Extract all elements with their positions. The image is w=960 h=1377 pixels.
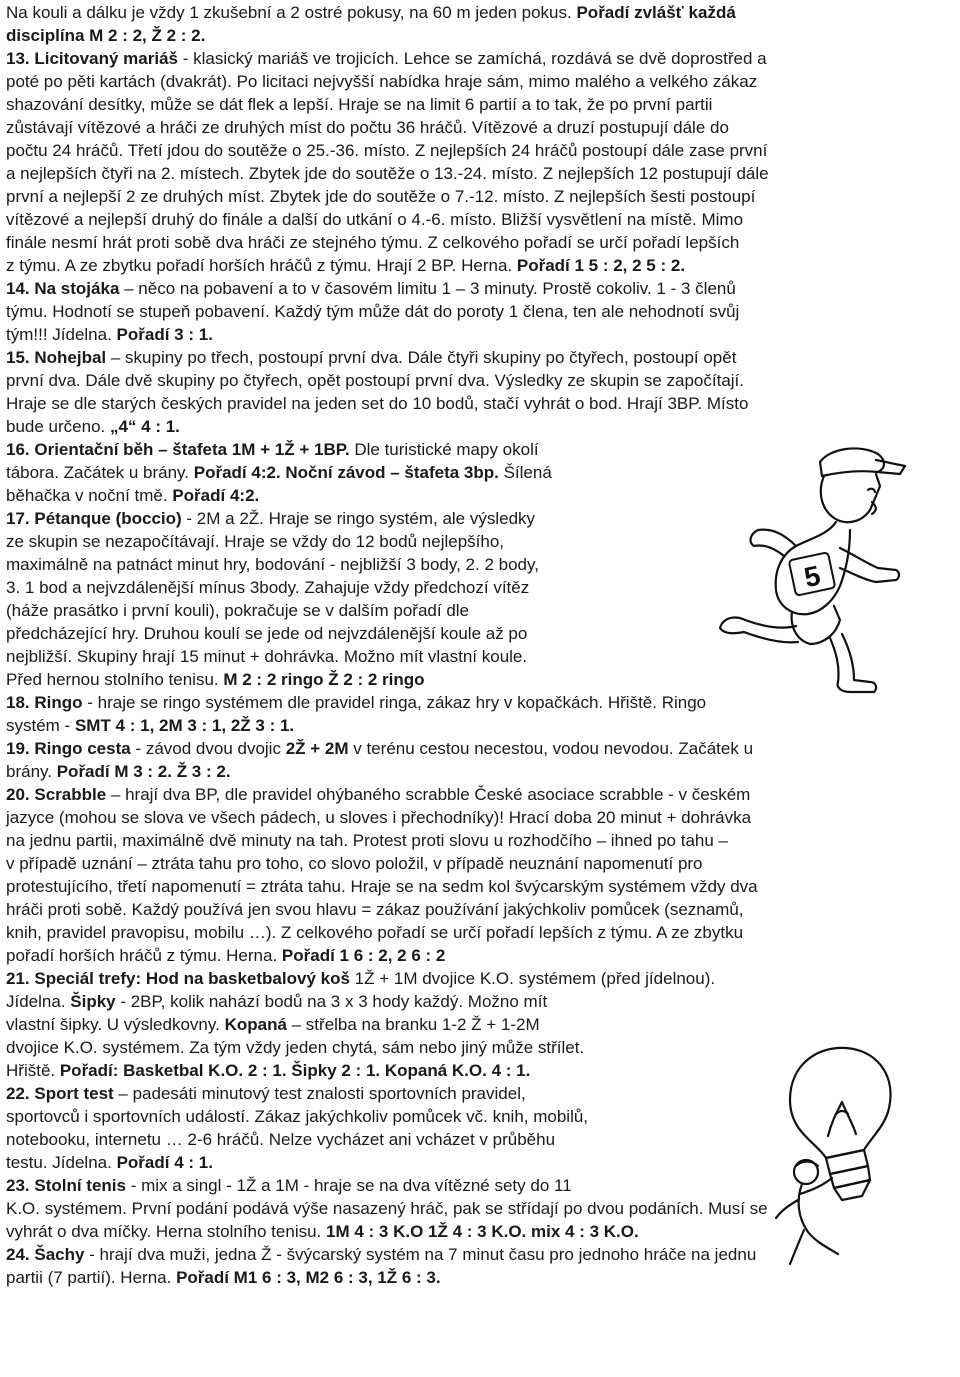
text-run: - hraje se ringo systémem dle pravidel ringa, zákaz hry v kopačkách. Hřiště. Ringo [82, 693, 707, 712]
text-run: finále nesmí hrát proti sobě dva hráči ze stejného týmu. Z celkového pořadí se určí pořadí lepších [6, 233, 740, 252]
text-line [6, 1, 736, 24]
text-line [6, 1220, 639, 1243]
text-line [6, 691, 706, 714]
text-run: - závod dvou dvojic [130, 739, 286, 758]
text-run: zůstávají vítězové a hráči ze druhých míst do počtu 36 hráčů. Vítězové a druzí postupují dále do [6, 118, 729, 137]
text-run: - 2BP, kolik nahází bodů na 3 x 3 hody každý. Možno mít [115, 992, 548, 1011]
text-run: v terénu cestou necestou, vodou nevodou. Začátek u [348, 739, 754, 758]
bold-run: Pořadí 4 : 1. [116, 1153, 213, 1172]
bold-run: „4“ 4 : 1. [109, 417, 180, 436]
text-run: 3. 1 bod a nejvzdálenější mínus 3body. Zahajuje vždy předchozí vítěz [6, 578, 530, 597]
text-line [6, 93, 712, 116]
text-line [6, 1197, 768, 1220]
text-run: tábora. Začátek u brány. [6, 463, 194, 482]
text-run: běhačka v noční tmě. [6, 486, 173, 505]
text-run: maximálně na patnáct minut hry, bodování - nejbližší 3 body, 2. 2 body, [6, 555, 539, 574]
text-run: hráči proti sobě. Každý používá jen svou hlavu = zákaz používání jakýchkoliv pomůcek (seznamů, [6, 900, 744, 919]
text-line [6, 415, 180, 438]
text-line [6, 70, 757, 93]
bold-run: Pořadí: Basketbal K.O. 2 : 1. Šipky 2 : 1. Kopaná K.O. 4 : 1. [59, 1061, 531, 1080]
text-line [6, 1151, 213, 1174]
text-line [6, 530, 504, 553]
text-line [6, 553, 539, 576]
text-line [6, 668, 425, 691]
text-line [6, 1174, 572, 1197]
text-line [6, 1036, 584, 1059]
lightbulb-illustration [742, 1040, 952, 1270]
text-run: bude určeno. [6, 417, 110, 436]
text-line [6, 875, 758, 898]
text-run: shazování desítky, může se dát flek a lepší. Hraje se na limit 6 partií a to tak, že po první partii [6, 95, 713, 114]
text-run: Hřiště. [6, 1061, 60, 1080]
text-line [6, 300, 739, 323]
text-line [6, 622, 527, 645]
text-run: nejbližší. Skupiny hrají 15 minut + dohrávka. Možno mít vlastní koule. [6, 647, 528, 666]
text-run: knih, pravidel pravopisu, mobilu …). Z celkového pořadí se určí pořadí lepších z týmu. A ze zbytku [6, 923, 744, 942]
text-line [6, 277, 736, 300]
bold-run: Pořadí M1 6 : 3, M2 6 : 3, 1Ž 6 : 3. [176, 1268, 441, 1287]
bold-run: M 2 : 2 ringo Ž 2 : 2 ringo [223, 670, 425, 689]
text-line [6, 737, 753, 760]
text-run: Jídelna. [6, 992, 71, 1011]
bold-run: Kopaná [224, 1015, 287, 1034]
text-line [6, 24, 205, 47]
text-run: K.O. systémem. První podání podává výše nasazený hráč, pak se střídají po dvou podáních. Musí se [6, 1199, 768, 1218]
text-run: počtu 24 hráčů. Třetí jdou do soutěže o 25.-36. místo. Z nejlepších 24 hráčů postoupí dále zase první [6, 141, 768, 160]
text-run: poté po pěti kartách (dvakrát). Po licitaci nejvyšší nabídka hraje sám, mimo malého a velkého zákaz [6, 72, 758, 91]
text-run: pořadí horších hráčů z týmu. Herna. [6, 946, 282, 965]
text-run: - mix a singl - 1Ž a 1M - hraje se na dva vítězné sety do 11 [125, 1176, 572, 1195]
text-line [6, 990, 547, 1013]
text-line [6, 783, 750, 806]
text-line [6, 1082, 526, 1105]
text-run: předcházející hry. Druhou koulí se jede od nejvzdálenější koule až po [6, 624, 528, 643]
text-run: Dle turistické mapy okolí [349, 440, 539, 459]
bold-run: 23. Stolní tenis [6, 1176, 126, 1195]
text-line [6, 1105, 588, 1128]
text-line [6, 967, 715, 990]
text-line [6, 1243, 756, 1266]
text-line [6, 599, 469, 622]
text-line [6, 484, 259, 507]
text-run: a nejlepších čtyři na 2. místech. Zbytek jde do soutěže o 13.-24. místo. Z nejlepších 12 postupují dále [6, 164, 769, 183]
text-line [6, 392, 748, 415]
text-run: – skupiny po třech, postoupí první dva. Dále čtyři skupiny po čtyřech, postoupí opět [106, 348, 737, 367]
text-line [6, 852, 703, 875]
text-run: – střelba na branku 1-2 Ž + 1-2M [286, 1015, 540, 1034]
text-line [6, 116, 729, 139]
text-line [6, 507, 535, 530]
text-line [6, 1128, 555, 1151]
bold-run: 13. Licitovaný mariáš [6, 49, 178, 68]
text-line [6, 944, 445, 967]
text-line [6, 254, 685, 277]
text-run: ze skupin se nezapočítávají. Hraje se vždy do 12 bodů nejlepšího, [6, 532, 505, 551]
text-line [6, 806, 751, 829]
text-run: jazyce (mohou se slova ve všech pádech, u sloves i přechodníky)! Hrací doba 20 minut + dohrávka [6, 808, 752, 827]
text-run: notebooku, internetu … 2-6 hráčů. Nelze vycházet ani vcházet v průběhu [6, 1130, 556, 1149]
text-line [6, 760, 231, 783]
runner-bib-number: 5 [801, 559, 824, 594]
text-line [6, 1013, 540, 1036]
text-run: brány. [6, 762, 57, 781]
text-run: Před hernou stolního tenisu. [6, 670, 224, 689]
runner-illustration [700, 430, 960, 700]
bold-run: Pořadí 3 : 1. [116, 325, 213, 344]
text-line [6, 921, 743, 944]
text-line [6, 714, 294, 737]
text-run: z týmu. A ze zbytku pořadí horších hráčů z týmu. Hrají 2 BP. Herna. [6, 256, 517, 275]
text-line [6, 461, 552, 484]
bold-run: 1M 4 : 3 K.O 1Ž 4 : 3 K.O. mix 4 : 3 K.O. [326, 1222, 639, 1241]
text-run: vyhrát o dva míčky. Herna stolního tenisu. [6, 1222, 326, 1241]
text-run: první dva. Dále dvě skupiny po čtyřech, opět postoupí první dva. Výsledky ze skupin se započítají. [6, 371, 745, 390]
bold-run: Pořadí 1 5 : 2, 2 5 : 2. [516, 256, 686, 275]
bold-run: 21. Speciál trefy: Hod na basketbalový koš [6, 969, 350, 988]
text-line [6, 1059, 530, 1082]
text-line [6, 185, 755, 208]
text-line [6, 829, 728, 852]
text-run: první a nejlepší 2 ze druhých míst. Zbytek jde do soutěže o 7.-12. místo. Z nejlepších šesti postoupí [6, 187, 756, 206]
text-line [6, 898, 744, 921]
text-line [6, 346, 736, 369]
text-run: - 2M a 2Ž. Hraje se ringo systém, ale výsledky [181, 509, 536, 528]
text-line [6, 1266, 441, 1289]
text-run: týmu. Hodnotí se stupeň pobavení. Každý tým může dát do poroty 1 člena, ten ale nehodnotí svůj [6, 302, 740, 321]
text-run: – hrají dva BP, dle pravidel ohýbaného scrabble České asociace scrabble - v českém [106, 785, 751, 804]
bold-run: 20. Scrabble [6, 785, 107, 804]
text-run: dvojice K.O. systémem. Za tým vždy jeden chytá, sám nebo jiný může střílet. [6, 1038, 585, 1057]
text-line [6, 139, 767, 162]
text-run: – padesáti minutový test znalosti sportovních pravidel, [113, 1084, 526, 1103]
text-run: Šílená [498, 463, 552, 482]
text-run: testu. Jídelna. [6, 1153, 117, 1172]
text-run: – něco na pobavení a to v časovém limitu 1 – 3 minuty. Prostě cokoliv. 1 - 3 členů [119, 279, 736, 298]
text-run: Na kouli a dálku je vždy 1 zkušební a 2 ostré pokusy, na 60 m jeden pokus. [6, 3, 577, 22]
bold-run: Pořadí 4:2. [172, 486, 260, 505]
text-line [6, 323, 213, 346]
text-line [6, 208, 743, 231]
text-run: tým!!! Jídelna. [6, 325, 117, 344]
bold-run: 18. Ringo [6, 693, 83, 712]
text-run: - hrají dva muži, jedna Ž - švýcarský systém na 7 minut času pro jednoho hráče na jednu [84, 1245, 757, 1264]
bold-run: 22. Sport test [6, 1084, 114, 1103]
bold-run: 24. Šachy [6, 1245, 85, 1264]
bold-run: disciplína M 2 : 2, Ž 2 : 2. [6, 26, 206, 45]
text-run: sportovců i sportovních událostí. Zákaz jakýchkoliv pomůcek vč. knih, mobilů, [6, 1107, 589, 1126]
text-run: v případě uznání – ztráta tahu pro toho, co slovo položil, v případě neuznání napomenutí pro [6, 854, 703, 873]
text-run: na jednu partii, maximálně dvě minuty na tah. Protest proti slovu u rozhodčího – ihned po tahu – [6, 831, 728, 850]
bold-run: SMT 4 : 1, 2M 3 : 1, 2Ž 3 : 1. [74, 716, 295, 735]
text-run: vítězové a nejlepší druhý do finále a další do utkání o 4.-6. místo. Bližší vysvětlení na místě. Mimo [6, 210, 744, 229]
bold-run: 19. Ringo cesta [6, 739, 131, 758]
bold-run: 16. Orientační běh – štafeta 1M + 1Ž + 1BP. [6, 440, 350, 459]
bold-run: Pořadí zvlášť každá [576, 3, 736, 22]
text-line [6, 645, 527, 668]
text-run: vlastní šipky. U výsledkovny. [6, 1015, 225, 1034]
bold-run: Šipky [70, 992, 116, 1011]
text-run: systém - [6, 716, 75, 735]
bold-run: 17. Pétanque (boccio) [6, 509, 182, 528]
bold-run: 2Ž + 2M [285, 739, 349, 758]
text-line [6, 369, 744, 392]
text-line [6, 576, 529, 599]
text-line [6, 47, 767, 70]
bold-run: Pořadí M 3 : 2. Ž 3 : 2. [56, 762, 231, 781]
text-run: 1Ž + 1M dvojice K.O. systémem (před jídelnou). [349, 969, 716, 988]
text-line [6, 162, 769, 185]
text-run: protestujícího, třetí napomenutí = ztráta tahu. Hraje se na sedm kol švýcarským systémem vždy dva [6, 877, 758, 896]
text-run: partii (7 partií). Herna. [6, 1268, 177, 1287]
bold-run: Pořadí 4:2. Noční závod – štafeta 3bp. [193, 463, 499, 482]
bold-run: Pořadí 1 6 : 2, 2 6 : 2 [281, 946, 446, 965]
text-run: - klasický mariáš ve trojicích. Lehce se zamíchá, rozdává se dvě doprostřed a [177, 49, 767, 68]
text-line [6, 231, 739, 254]
text-run: (háže prasátko i první kouli), pokračuje se v dalším pořadí dle [6, 601, 470, 620]
text-line [6, 438, 539, 461]
text-run: Hraje se dle starých českých pravidel na jeden set do 10 bodů, stačí vyhrát o bod. Hrají 3BP. Místo [6, 394, 749, 413]
bold-run: 15. Nohejbal [6, 348, 107, 367]
bold-run: 14. Na stojáka [6, 279, 120, 298]
